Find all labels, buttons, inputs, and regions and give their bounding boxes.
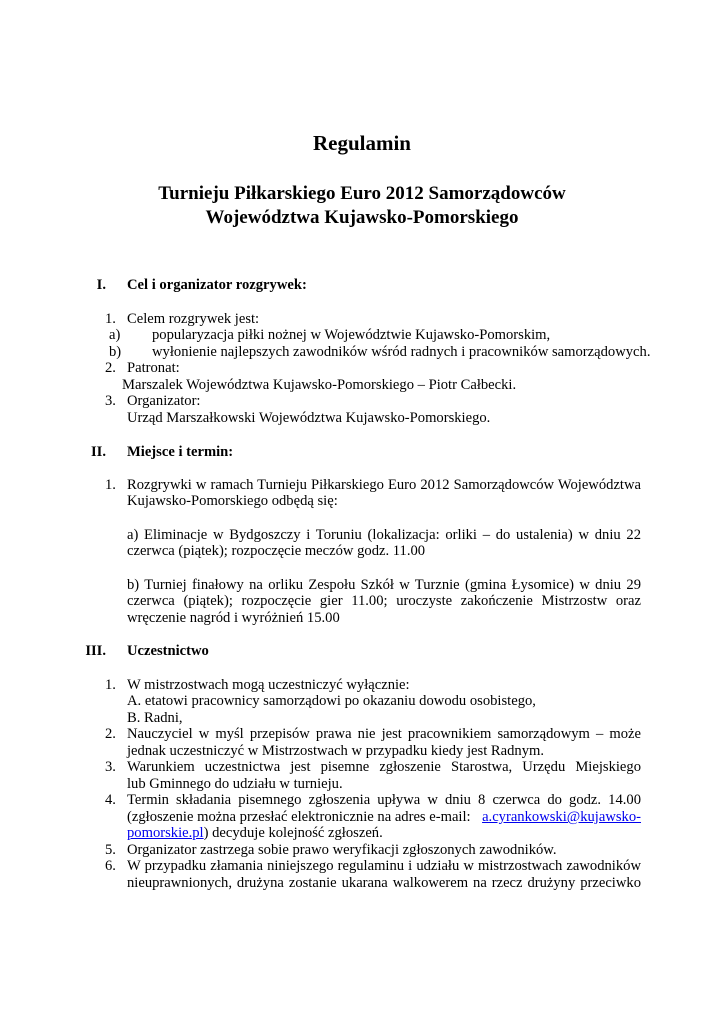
list-number: 1. xyxy=(105,477,116,493)
list-item-text: (zgłoszenie można przesłać elektronicznie na adres e-mail: xyxy=(127,809,471,825)
section-3-numeral: III. xyxy=(85,643,106,659)
list-item-line: Nauczyciel w myśl przepisów prawa nie jest pracownikiem samorządowym – może xyxy=(127,726,641,742)
list-item-line: W przypadku złamania niniejszego regulaminu i udziału w mistrzostwach zawodników xyxy=(127,858,641,874)
section-2-numeral: II. xyxy=(90,444,106,460)
list-item-line xyxy=(127,825,383,842)
paragraph-line: b) Turniej finałowy na orliku Zespołu Szkół w Turznie (gmina Łysomice) w dniu 29 xyxy=(127,577,641,593)
document-subtitle-line-2: Województwa Kujawsko-Pomorskiego xyxy=(205,207,519,228)
paragraph-line: czerwca (piątek); rozpoczęcie meczów godz. 11.00 xyxy=(127,543,426,559)
section-1-numeral: I. xyxy=(96,277,106,293)
email-link[interactable]: a.cyrankowski@kujawsko- xyxy=(482,809,641,825)
paragraph-line: wręczenie nagród i wyróżnień 15.00 xyxy=(127,610,340,626)
list-number: 2. xyxy=(105,726,116,742)
section-3-heading: Uczestnictwo xyxy=(127,643,209,659)
list-item-line: Warunkiem uczestnictwa jest pisemne zgłoszenie Starostwa, Urzędu Miejskiego xyxy=(127,759,641,775)
document-title: Regulamin xyxy=(312,131,411,155)
list-item-text: ) decyduje kolejność zgłoszeń. xyxy=(203,825,383,841)
list-number: 3. xyxy=(105,393,116,409)
email-link[interactable]: pomorskie.pl xyxy=(127,825,204,841)
list-item-value: Marszalek Województwa Kujawsko-Pomorskiego – Piotr Całbecki. xyxy=(122,377,517,393)
list-item-line: jednak uczestniczyć w Mistrzostwach w przypadku kiedy jest Radnym. xyxy=(127,743,545,759)
paragraph-line: czerwca (piątek); rozpoczęcie gier 11.00; uroczyste zakończenie Mistrzostw oraz xyxy=(127,593,641,609)
list-number: 1. xyxy=(105,677,116,693)
list-item: Organizator zastrzega sobie prawo weryfikacji zgłoszonych zawodników. xyxy=(127,842,557,858)
list-subitem: popularyzacja piłki nożnej w Województwie Kujawsko-Pomorskim, xyxy=(152,327,551,343)
list-number: 6. xyxy=(105,858,116,874)
document-subtitle-line-1: Turnieju Piłkarskiego Euro 2012 Samorządowców xyxy=(158,183,566,204)
list-item-value: Urząd Marszałkowski Województwa Kujawsko-Pomorskiego. xyxy=(127,410,491,426)
section-1-heading: Cel i organizator rozgrywek: xyxy=(127,277,307,293)
list-number: 1. xyxy=(105,311,116,327)
paragraph-line: Kujawsko-Pomorskiego odbędą się: xyxy=(127,493,338,509)
list-subitem: wyłonienie najlepszych zawodników wśród radnych i pracowników samorządowych. xyxy=(152,344,651,360)
list-item: Patronat: xyxy=(127,360,180,376)
list-item-line: Termin składania pisemnego zgłoszenia upływa w dniu 8 czerwca do godz. 14.00 xyxy=(127,792,641,808)
list-item: W mistrzostwach mogą uczestniczyć wyłącznie: xyxy=(127,677,410,693)
list-item-line: nieuprawnionych, drużyna zostanie ukarana walkowerem na rzecz drużyny przeciwko xyxy=(127,875,641,891)
list-number: 3. xyxy=(105,759,116,775)
section-2-heading: Miejsce i termin: xyxy=(127,444,234,460)
list-item-line: lub Gminnego do udziału w turnieju. xyxy=(127,776,343,792)
list-item-line xyxy=(127,809,641,826)
list-number: 2. xyxy=(105,360,116,376)
list-subitem: B. Radni, xyxy=(127,710,183,726)
list-letter: b) xyxy=(109,344,122,360)
list-letter: a) xyxy=(109,327,121,343)
paragraph-line: Rozgrywki w ramach Turnieju Piłkarskiego Euro 2012 Samorządowców Województwa xyxy=(127,477,641,493)
list-number: 4. xyxy=(105,792,116,808)
list-number: 5. xyxy=(105,842,116,858)
list-item: Celem rozgrywek jest: xyxy=(127,311,260,327)
list-subitem: A. etatowi pracownicy samorządowi po okazaniu dowodu osobistego, xyxy=(127,693,536,709)
paragraph-line: a) Eliminacje w Bydgoszczy i Toruniu (lokalizacja: orliki – do ustalenia) w dniu 22 xyxy=(127,527,641,543)
list-item: Organizator: xyxy=(127,393,201,409)
